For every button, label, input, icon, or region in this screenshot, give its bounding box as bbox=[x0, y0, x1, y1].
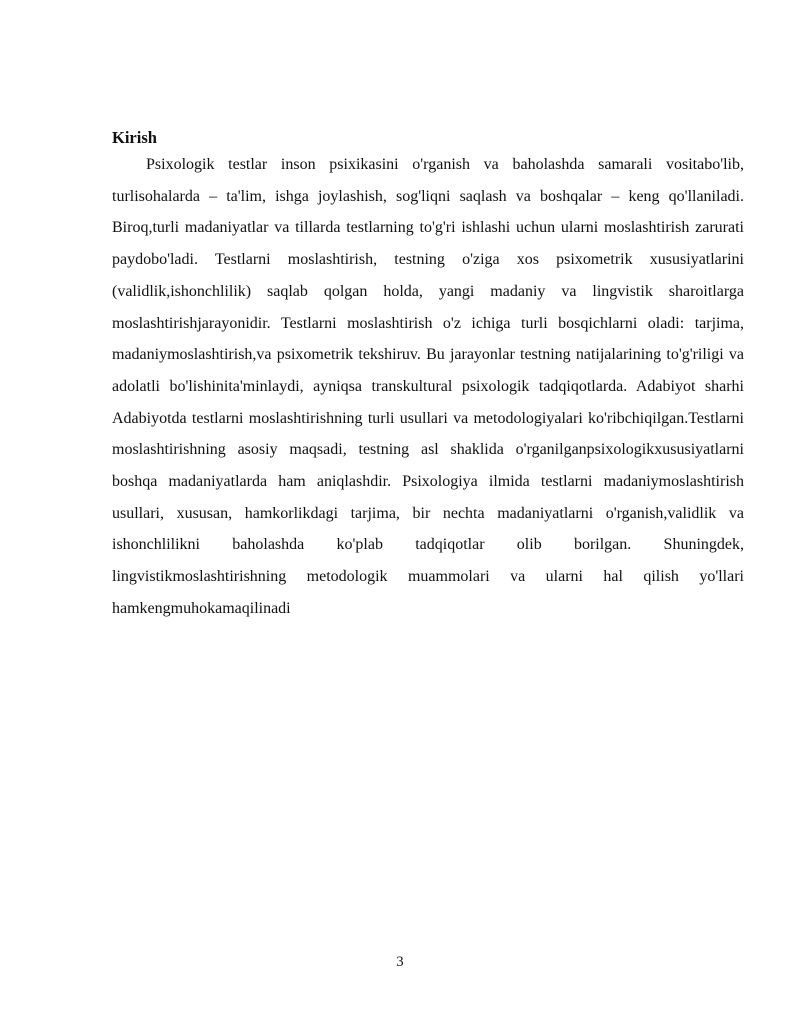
section-heading: Kirish bbox=[112, 128, 157, 147]
page-number: 3 bbox=[396, 954, 404, 970]
body-paragraph: Psixologik testlar inson psixikasini o'rganish va baholashda samarali vositabo'lib, turlisohalarda – ta'lim, ishga joylashish, sog'liqni saqlash va boshqalar – keng qo'llaniladi. Biroq,turli madaniyatlar va tillarda testlarning to'g'ri ishlashi uchun ularni moslashtirish zarurati paydobo'ladi. Testlarni moslashtirish, testning o'ziga xos psixometrik xususiyatlarini (validlik,ishonchlilik) saqlab qolgan holda, yangi madaniy va lingvistik sharoitlarga moslashtirishjarayonidir. Testlarni moslashtirish o'z ichiga turli bosqichlarni oladi: tarjima, madaniymoslashtirish,va psixometrik tekshiruv. Bu jarayonlar testning natijalarining to'g'riligi va adolatli bo'lishinita'minlaydi, ayniqsa transkultural psixologik tadqiqotlarda. Adabiyot sharhi Adabiyotda testlarni moslashtirishning turli usullari va metodologiyalari ko'ribchiqilgan.Testlarni moslashtirishning asosiy maqsadi, testning asl shaklida o'rganilganpsixologikxususiyatlarni boshqa madaniyatlarda ham aniqlashdir. Psixologiya ilmida testlarni madaniymoslashtirish usullari, xususan, hamkorlikdagi tarjima, bir nechta madaniyatlarni o'rganish,validlik va ishonchlilikni baholashda ko'plab tadqiqotlar olib borilgan. Shuningdek, lingvistikmoslashtirishning metodologik muammolari va ularni hal qilish yo'llari hamkengmuhokamaqilinadi bbox=[112, 156, 744, 617]
page-content bbox=[112, 127, 744, 625]
